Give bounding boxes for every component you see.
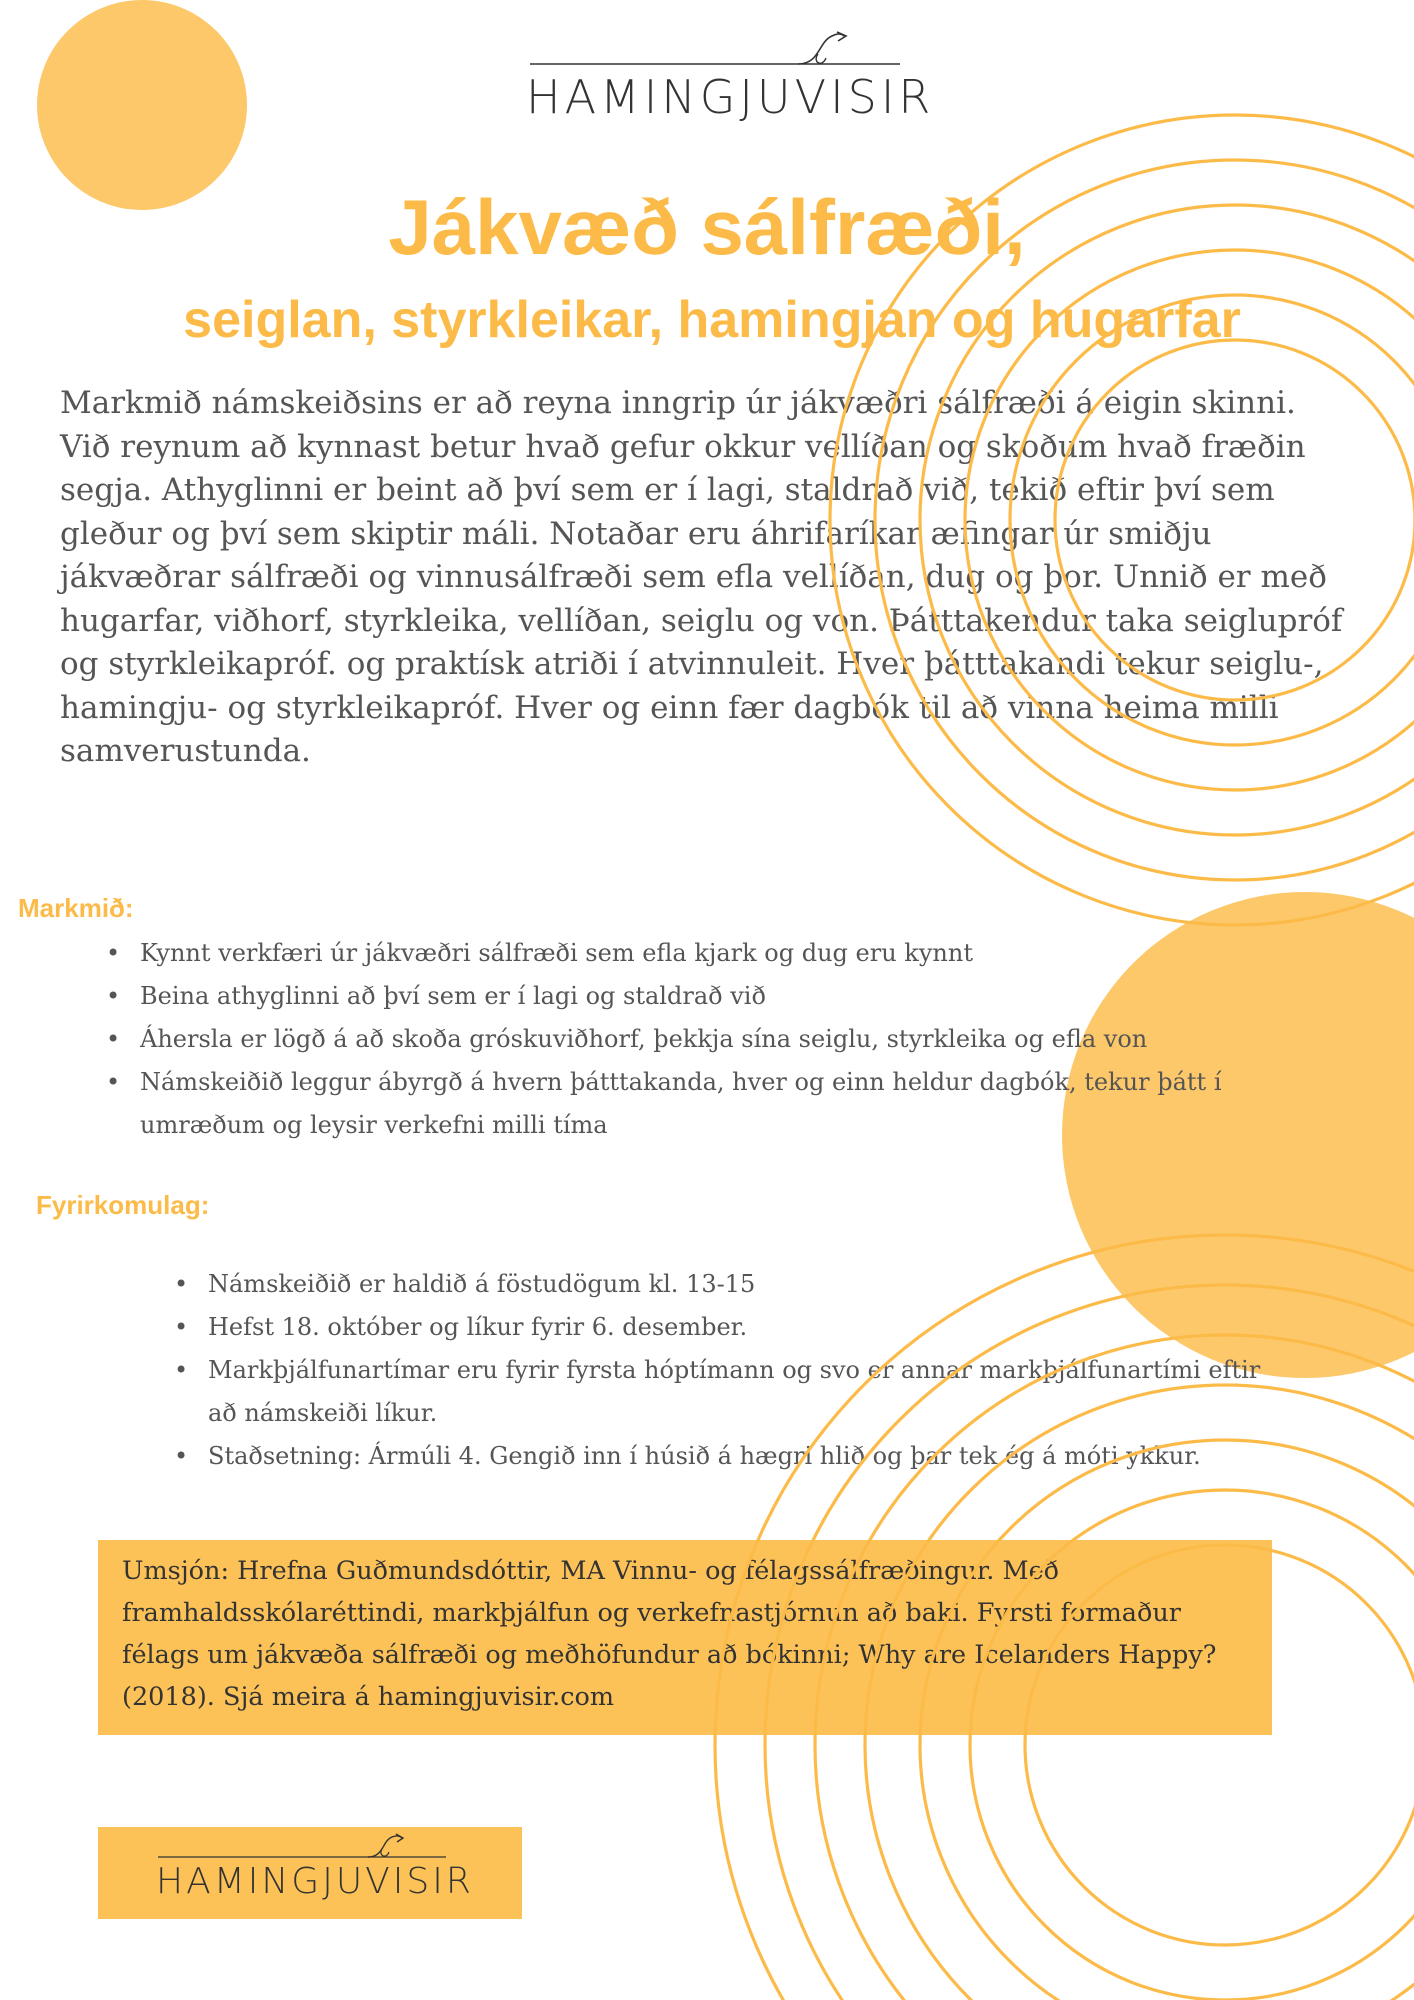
decorative-ring xyxy=(920,1440,1414,2000)
bullet-icon: • xyxy=(106,939,121,967)
bullet-icon: • xyxy=(174,1270,189,1298)
bullet-icon: • xyxy=(106,1025,121,1053)
list-item: • Staðsetning: Ármúli 4. Gengið inn í húsið á hægri hlið og þar tek ég á móti ykkur. xyxy=(208,1435,1288,1478)
list-item: • Kynnt verkfæri úr jákvæðri sálfræði sem efla kjark og dug eru kynnt xyxy=(140,932,1240,975)
decorative-ring xyxy=(920,205,1414,835)
decorative-ring xyxy=(1055,340,1414,700)
intro-line: segja. Athyglinni er beint að því sem er í lagi, staldrað við, tekið eftir því sem xyxy=(60,472,1275,508)
decorative-ring xyxy=(965,250,1414,790)
decorative-ring xyxy=(815,1335,1414,2000)
umsjon-text: Umsjón: Hrefna Guðmundsdóttir, MA Vinnu- og félagssálfræðingur. Með framhaldsskólaréttindi, markþjálfun og verkefnastjórnun að baki. Fyrsti formaður félags um jákvæða sálfræði og meðhöfundur að bókinni; Why are Icelanders Happy? (2018). Sjá meira á hamingjuvisir.com xyxy=(122,1556,1217,1712)
intro-line: Við reynum að kynnast betur hvað gefur okkur vellíðan og skoðum hvað fræðin xyxy=(60,428,1306,465)
list-item: • Áhersla er lögð á að skoða gróskuviðhorf, þekkja sína seiglu, styrkleika og efla von xyxy=(140,1018,1240,1061)
decorative-ring xyxy=(1025,1545,1414,1945)
bullet-icon: • xyxy=(174,1356,189,1384)
decorative-ring xyxy=(865,1385,1414,2000)
logo-wordmark: HAMINGJUVISIR xyxy=(156,1861,474,1902)
fyrirkomulag-heading: Fyrirkomulag: xyxy=(36,1190,210,1220)
decorative-ring xyxy=(1010,295,1414,745)
intro-line: hugarfar, viðhorf, styrkleika, vellíðan, seiglu og von. Þátttakendur taka seiglupróf xyxy=(60,602,1343,639)
decorative-ring xyxy=(830,115,1414,925)
markmid-heading: Markmið: xyxy=(18,893,134,923)
logo-wordmark: HAMINGJUVISIR xyxy=(526,70,935,124)
page-title: Jákvæð sálfræði, xyxy=(388,183,1026,271)
bullet-icon: • xyxy=(174,1313,189,1341)
list-item: • Námskeiðið er haldið á föstudögum kl. 13-15 xyxy=(208,1263,1288,1306)
list-item: • Beina athyglinni að því sem er í lagi og staldrað við xyxy=(140,975,1240,1018)
bullet-icon: • xyxy=(106,1068,121,1096)
list-item: • Markþjálfunartímar eru fyrir fyrsta hóptímann og svo er annar markþjálfunartími eftir að námskeiði líkur. xyxy=(208,1349,1268,1435)
intro-line: jákvæðrar sálfræði og vinnusálfræði sem efla vellíðan, dug og þor. Unnið er með xyxy=(60,559,1327,595)
decorative-ring xyxy=(715,1235,1414,2000)
bullet-icon: • xyxy=(174,1442,189,1470)
decorative-ring xyxy=(970,1490,1414,2000)
intro-line: og styrkleikapróf. og praktísk atriði í atvinnuleit. Hver þátttakandi tekur seiglu-, xyxy=(60,646,1324,682)
list-item: • Námskeiðið leggur ábyrgð á hvern þátttakanda, hver og einn heldur dagbók, tekur þátt í umræðum og leysir verkefni milli tíma xyxy=(140,1061,1250,1147)
intro-line: Markmið námskeiðsins er að reyna inngrip úr jákvæðri sálfræði á eigin skinni. xyxy=(60,385,1296,421)
page-subtitle: seiglan, styrkleikar, hamingjan og hugarfar xyxy=(183,291,1241,349)
intro-line: hamingju- og styrkleikapróf. Hver og einn fær dagbók til að vinna heima milli xyxy=(60,689,1279,726)
intro-line: samverustunda. xyxy=(60,733,311,769)
intro-line: gleður og því sem skiptir máli. Notaðar eru áhrifaríkar æfingar úr smiðju xyxy=(60,515,1212,552)
bullet-icon: • xyxy=(106,982,121,1010)
list-item: • Hefst 18. október og líkur fyrir 6. desember. xyxy=(208,1306,1288,1349)
